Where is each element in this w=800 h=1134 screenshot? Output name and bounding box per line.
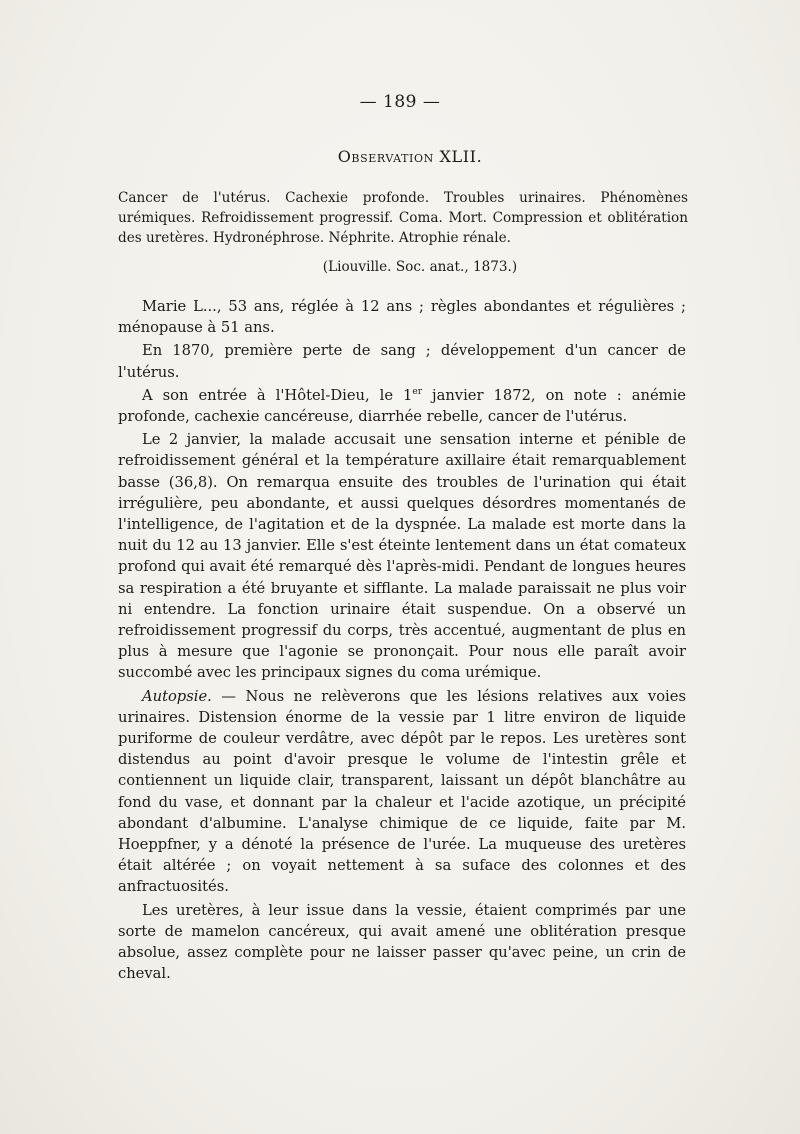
case-summary — [118, 188, 688, 248]
admission-text-start: A son entrée à l'Hôtel-Dieu, le 1 — [142, 386, 413, 404]
paragraph-patient-history: Marie L..., 53 ans, réglée à 12 ans ; règles abondantes et régulières ; ménopause à 51 ans. — [118, 298, 686, 337]
case-source-citation: (Liouville. Soc. anat., 1873.) — [322, 259, 518, 275]
autopsy-text: — Nous ne relèverons que les lésions relatives aux voies urinaires. Distension énorme de la vessie par 1 litre environ de liquide puriforme de couleur verdâtre, avec dépôt par le repos. Les uretères sont distendus au point d'avoir presque le volume de l'intestin grêle et contiennent un liquide clair, transparent, laissant un dépôt blanchâtre au fond du vase, et donnant par la chaleur et l'acide azotique, un précipité abondant d'albumine. L'analyse chimique de ce liquide, faite par M. Hoeppfner, y a dénoté la présence de l'urée. La muqueuse des uretères était altérée ; on voyait nettement à sa suface des colonnes et des anfractuosités. — [118, 687, 686, 896]
case-body — [118, 296, 686, 987]
autopsy-label: Autopsie. — [142, 687, 212, 705]
admission-ordinal-suffix: er — [412, 386, 423, 397]
paragraph-autopsy — [118, 686, 686, 898]
paragraph-ureter-findings: Les uretères, à leur issue dans la vessie, étaient comprimés par une sorte de mamelon cancéreux, qui avait amené une oblitération presque absolue, assez complète pour ne laisser passer qu'avec peine, un crin de cheval. — [118, 901, 686, 983]
paragraph-clinical-course: Le 2 janvier, la malade accusait une sensation interne et pénible de refroidissement général et la température axillaire était remarquablement basse (36,8). On remarqua ensuite des troubles de l'urination qui était irrégulière, peu abondante, et aussi quelques désordres momentanés de l'intelligence, de l'agitation et de la dyspnée. La malade est morte dans la nuit du 12 au 13 janvier. Elle s'est éteinte lentement dans un état comateux profond qui avait été remarqué dès l'après-midi. Pendant de longues heures sa respiration a été bruyante et sifflante. La malade paraissait ne plus voir ni entendre. La fonction urinaire était suspendue. On a observé un refroidissement progressif du corps, très accentué, augmentant de plus en plus à mesure que l'agonie se prononçait. Pour nous elle paraît avoir succombé avec les principaux signes du coma urémique. — [118, 431, 686, 682]
page-number: — 189 — — [359, 92, 441, 112]
admission-text-end: janvier 1872, on note : anémie profonde, cachexie cancéreuse, diarrhée rebelle, cancer de l'utérus. — [118, 386, 686, 426]
paragraph-admission — [118, 385, 686, 427]
paragraph-disease-onset: En 1870, première perte de sang ; développement d'un cancer de l'utérus. — [118, 342, 686, 381]
observation-title: Observation XLII. — [337, 147, 483, 166]
case-summary-text: Cancer de l'utérus. Cachexie profonde. Troubles urinaires. Phénomènes urémiques. Refroidissement progressif. Coma. Mort. Compression et oblitération des uretères. Hydronéphrose. Néphrite. Atrophie rénale. — [118, 190, 688, 246]
